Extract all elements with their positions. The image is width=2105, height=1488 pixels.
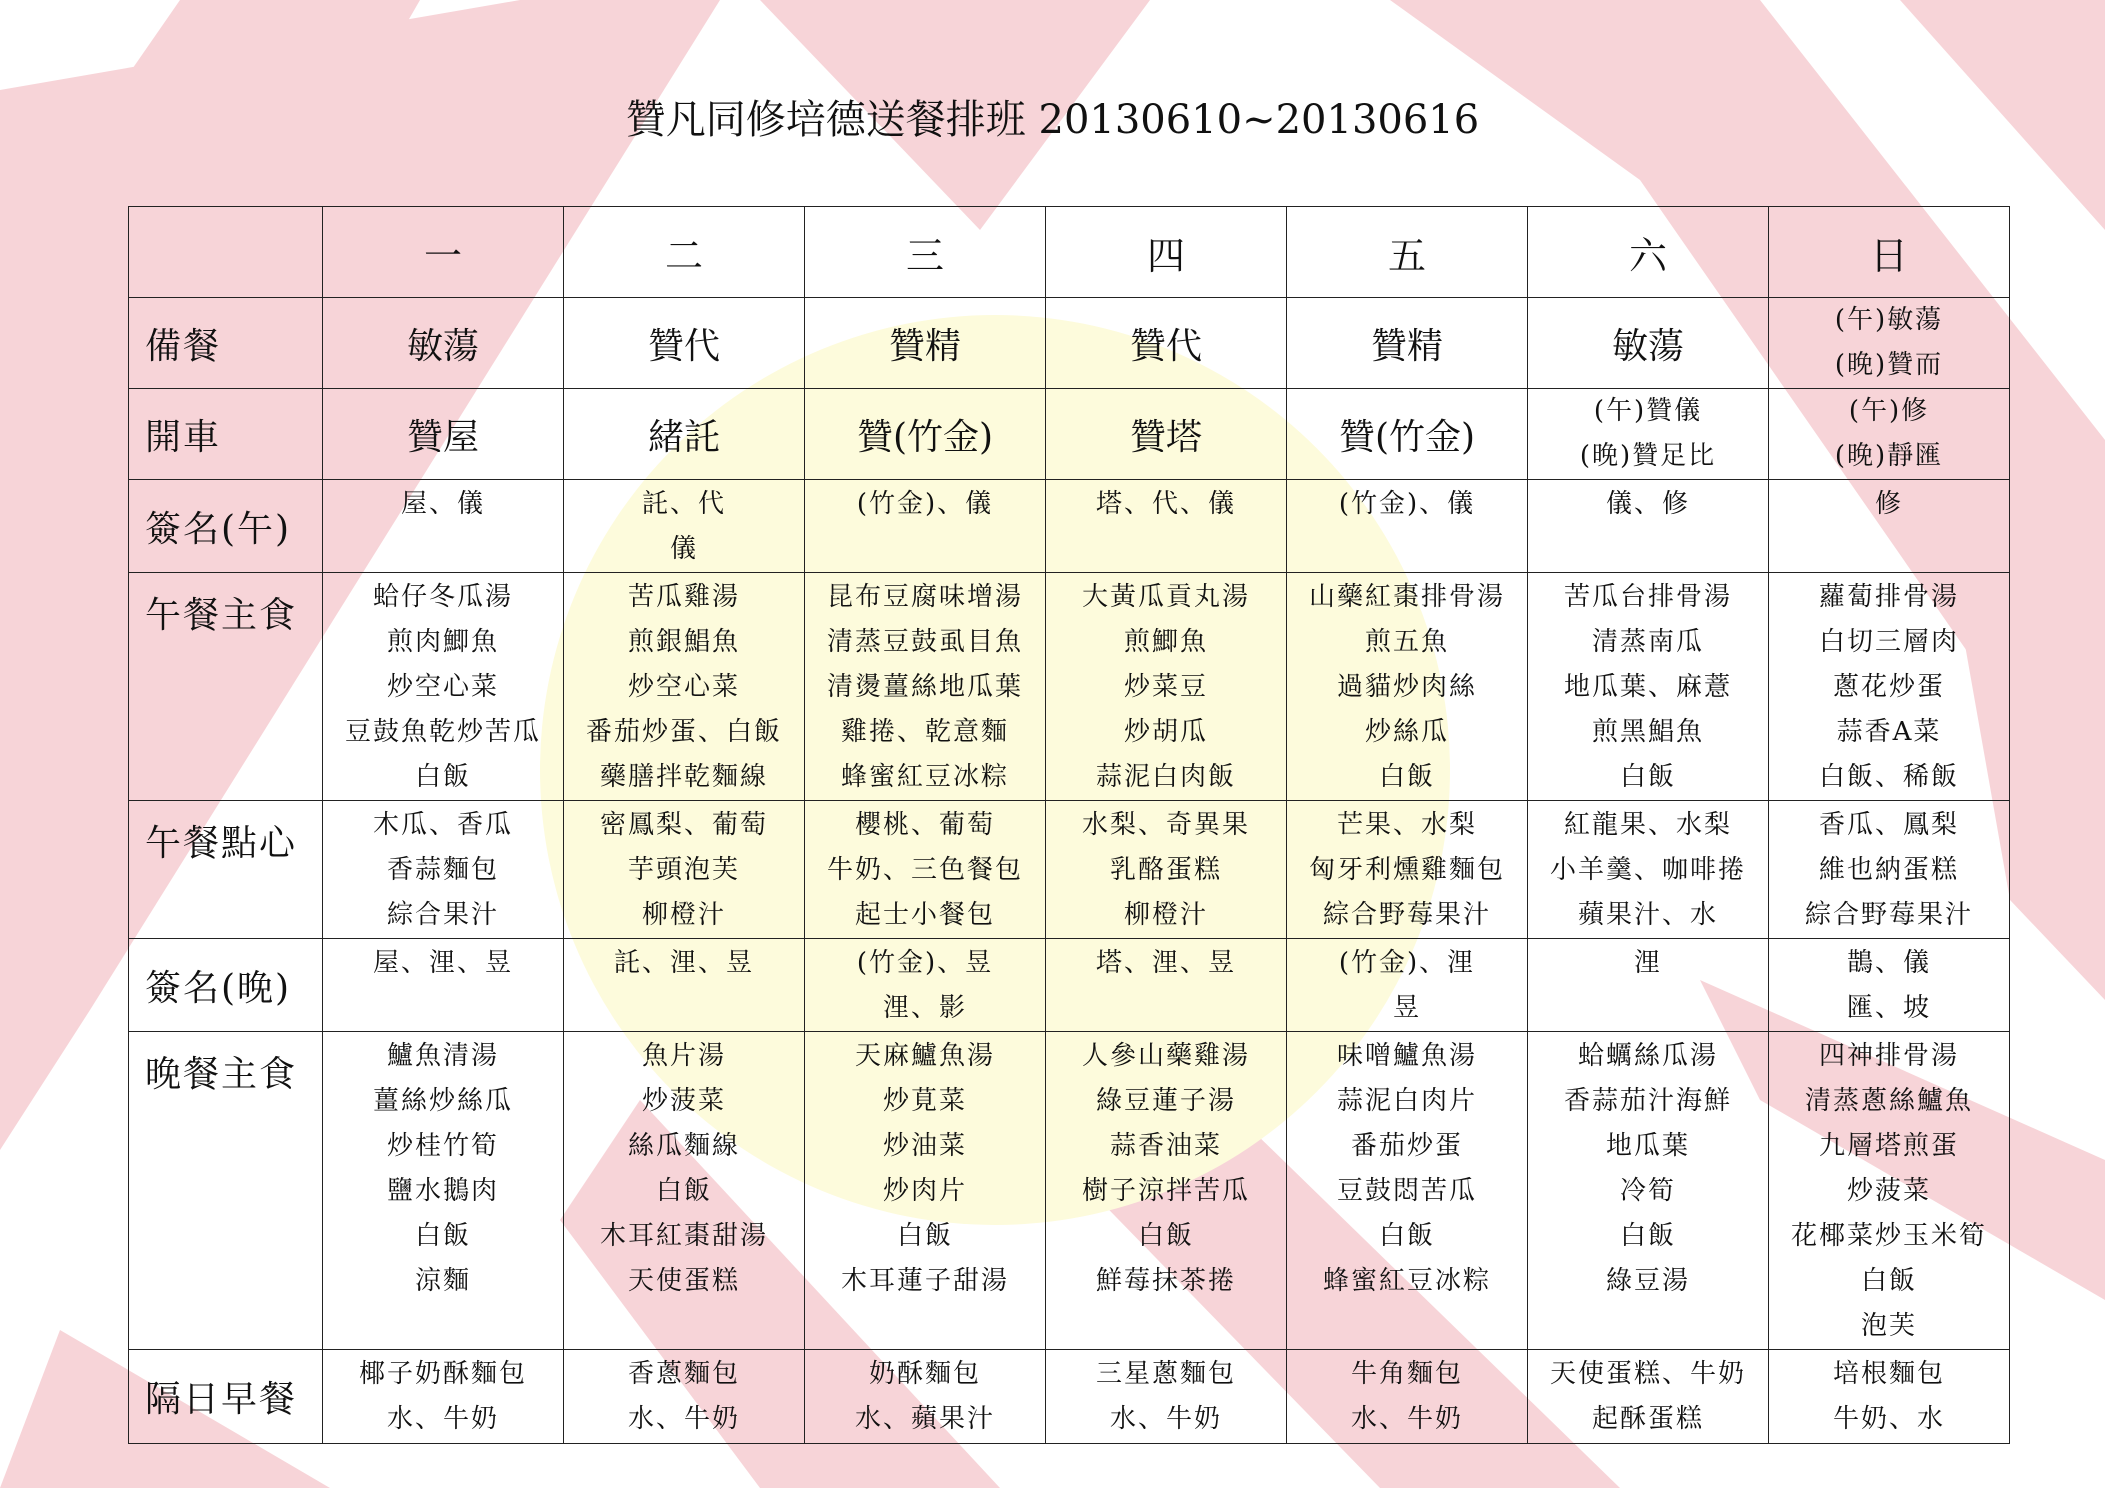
cell-line: 白飯	[655, 1176, 712, 1206]
schedule-cell	[1528, 480, 1769, 573]
cell-line: 託、代	[641, 489, 726, 519]
cell-line: 水、蘋果汁	[854, 1404, 995, 1434]
cell-line: 人參山藥雞湯	[1081, 1041, 1250, 1071]
row-label: 簽名(午)	[129, 480, 323, 573]
cell-line: 塔、代、儀	[1095, 489, 1236, 519]
cell-line: 牛角麵包	[1350, 1359, 1463, 1389]
cell-line: 天使蛋糕	[627, 1266, 740, 1296]
schedule-cell	[564, 573, 805, 801]
cell-line: (晚)贊而	[1834, 350, 1944, 380]
schedule-cell	[1528, 939, 1769, 1032]
schedule-cell	[323, 573, 564, 801]
cell-line: 白飯	[896, 1221, 953, 1251]
schedule-cell	[1769, 801, 2010, 939]
cell-line: 地瓜葉、麻薏	[1563, 672, 1732, 702]
row-drive	[129, 389, 2010, 480]
cell-line: 水、牛奶	[386, 1404, 499, 1434]
day-header: 四	[1046, 207, 1287, 298]
cell-line: 維也納蛋糕	[1818, 855, 1959, 885]
cell-line: 冷筍	[1619, 1176, 1676, 1206]
schedule-cell	[1046, 573, 1287, 801]
cell-line: 鮮莓抹茶捲	[1095, 1266, 1236, 1296]
schedule-cell	[564, 939, 805, 1032]
cell-line: 白飯、稀飯	[1818, 762, 1959, 792]
cell-line: 牛奶、三色餐包	[826, 855, 1023, 885]
cell-line: 柳橙汁	[641, 900, 726, 930]
schedule-cell: 贊代	[564, 298, 805, 389]
day-header: 三	[805, 207, 1046, 298]
cell-line: 香蔥麵包	[627, 1359, 740, 1389]
cell-line: 炒莧菜	[882, 1086, 967, 1116]
cell-line: 乳酪蛋糕	[1109, 855, 1222, 885]
cell-line: 鱸魚清湯	[386, 1041, 499, 1071]
cell-line: 煎黑鯧魚	[1591, 717, 1704, 747]
cell-line: 天使蛋糕、牛奶	[1549, 1359, 1746, 1389]
cell-line: 蒜泥白肉飯	[1095, 762, 1236, 792]
schedule-cell: 贊塔	[1046, 389, 1287, 480]
cell-line: 水、牛奶	[1109, 1404, 1222, 1434]
cell-line: 過貓炒肉絲	[1336, 672, 1477, 702]
cell-line: 託、浬、昱	[613, 948, 754, 978]
cell-line: 白飯	[1619, 762, 1676, 792]
cell-line: 蒜香A菜	[1836, 717, 1942, 747]
row-lunch	[129, 573, 2010, 801]
cell-line: 綜合果汁	[386, 900, 499, 930]
cell-line: 昆布豆腐味增湯	[826, 582, 1023, 612]
row-prep	[129, 298, 2010, 389]
cell-line: 白飯	[1619, 1221, 1676, 1251]
cell-line: 綜合野莓果汁	[1322, 900, 1491, 930]
cell-line: (竹金)、昱	[856, 948, 994, 978]
schedule-cell	[1769, 939, 2010, 1032]
cell-line: 椰子奶酥麵包	[358, 1359, 527, 1389]
cell-line: 煎肉鯽魚	[386, 627, 499, 657]
schedule-cell	[1528, 1032, 1769, 1350]
cell-line: 木瓜、香瓜	[372, 810, 513, 840]
schedule-cell: 贊(竹金)	[805, 389, 1046, 480]
cell-line: 芒果、水梨	[1336, 810, 1477, 840]
row-label: 簽名(晚)	[129, 939, 323, 1032]
cell-line: 奶酥麵包	[868, 1359, 981, 1389]
schedule-cell	[1769, 573, 2010, 801]
cell-line: 櫻桃、葡萄	[854, 810, 995, 840]
cell-line: 花椰菜炒玉米筍	[1790, 1221, 1987, 1251]
cell-line: 蜂蜜紅豆冰粽	[1322, 1266, 1491, 1296]
row-label: 晚餐主食	[129, 1032, 323, 1350]
schedule-cell	[1287, 480, 1528, 573]
cell-line: 炒胡瓜	[1123, 717, 1208, 747]
schedule-cell	[1287, 1032, 1528, 1350]
cell-line: 蜂蜜紅豆冰粽	[840, 762, 1009, 792]
corner-cell	[129, 207, 323, 298]
cell-line: 山藥紅棗排骨湯	[1308, 582, 1505, 612]
schedule-cell	[1769, 389, 2010, 480]
schedule-cell	[1287, 1350, 1528, 1444]
schedule-cell	[805, 480, 1046, 573]
cell-line: 鵲、儀	[1846, 948, 1931, 978]
cell-line: 豆鼓魚乾炒苦瓜	[344, 717, 541, 747]
cell-line: 味噌鱸魚湯	[1336, 1041, 1477, 1071]
schedule-cell	[1528, 801, 1769, 939]
cell-line: 屋、儀	[400, 489, 485, 519]
cell-line: 白飯	[1137, 1221, 1194, 1251]
cell-line: 儀、修	[1605, 489, 1690, 519]
cell-line: 木耳紅棗甜湯	[599, 1221, 768, 1251]
cell-line: 白飯	[1378, 1221, 1435, 1251]
cell-line: 起酥蛋糕	[1591, 1404, 1704, 1434]
cell-line: 炒空心菜	[386, 672, 499, 702]
day-header: 五	[1287, 207, 1528, 298]
schedule-cell: 贊代	[1046, 298, 1287, 389]
cell-line: 塔、浬、昱	[1095, 948, 1236, 978]
cell-line: 三星蔥麵包	[1095, 1359, 1236, 1389]
cell-line: 白飯	[1378, 762, 1435, 792]
cell-line: 蔥花炒蛋	[1832, 672, 1945, 702]
schedule-cell	[323, 1350, 564, 1444]
schedule-cell: 贊精	[805, 298, 1046, 389]
schedule-cell	[1769, 480, 2010, 573]
cell-line: 香蒜茄汁海鮮	[1563, 1086, 1732, 1116]
row-label: 開車	[129, 389, 323, 480]
cell-line: (竹金)、儀	[856, 489, 994, 519]
cell-line: 蒜香油菜	[1109, 1131, 1222, 1161]
cell-line: 起士小餐包	[854, 900, 995, 930]
cell-line: 匯、坡	[1846, 993, 1931, 1023]
cell-line: 屋、浬、昱	[372, 948, 513, 978]
day-header: 六	[1528, 207, 1769, 298]
schedule-cell	[323, 939, 564, 1032]
cell-line: (午)敏蕩	[1834, 305, 1944, 335]
cell-line: 炒桂竹筍	[386, 1131, 499, 1161]
cell-line: 白飯	[414, 1221, 471, 1251]
row-label: 午餐主食	[129, 573, 323, 801]
cell-line: 蒜泥白肉片	[1336, 1086, 1477, 1116]
schedule-cell	[323, 1032, 564, 1350]
cell-line: 炒肉片	[882, 1176, 967, 1206]
cell-line: 地瓜葉	[1605, 1131, 1690, 1161]
cell-line: 煎五魚	[1364, 627, 1449, 657]
cell-line: 浬、影	[882, 993, 967, 1023]
day-header: 一	[323, 207, 564, 298]
cell-line: 炒絲瓜	[1364, 717, 1449, 747]
cell-line: 綠豆蓮子湯	[1095, 1086, 1236, 1116]
cell-line: 水、牛奶	[627, 1404, 740, 1434]
cell-line: 蘿蔔排骨湯	[1818, 582, 1959, 612]
cell-line: 密鳳梨、葡萄	[599, 810, 768, 840]
cell-line: 煎銀鯧魚	[627, 627, 740, 657]
schedule-cell	[805, 1032, 1046, 1350]
schedule-cell	[323, 801, 564, 939]
cell-line: 炒菠菜	[1846, 1176, 1931, 1206]
cell-line: 清燙薑絲地瓜葉	[826, 672, 1023, 702]
cell-line: 四神排骨湯	[1818, 1041, 1959, 1071]
cell-line: 樹子涼拌苦瓜	[1081, 1176, 1250, 1206]
cell-line: 豆鼓悶苦瓜	[1336, 1176, 1477, 1206]
cell-line: 清蒸南瓜	[1591, 627, 1704, 657]
schedule-cell	[1769, 298, 2010, 389]
cell-line: 炒油菜	[882, 1131, 967, 1161]
cell-line: 牛奶、水	[1832, 1404, 1945, 1434]
cell-line: 絲瓜麵線	[627, 1131, 740, 1161]
row-sign-lunch	[129, 480, 2010, 573]
cell-line: (午)贊儀	[1593, 396, 1703, 426]
cell-line: 魚片湯	[641, 1041, 726, 1071]
schedule-cell	[1046, 1032, 1287, 1350]
schedule-cell	[564, 1032, 805, 1350]
schedule-cell	[1046, 1350, 1287, 1444]
row-label: 備餐	[129, 298, 323, 389]
cell-line: 柳橙汁	[1123, 900, 1208, 930]
schedule-cell	[323, 480, 564, 573]
cell-line: 培根麵包	[1832, 1359, 1945, 1389]
cell-line: 苦瓜台排骨湯	[1563, 582, 1732, 612]
schedule-cell	[805, 1350, 1046, 1444]
cell-line: 蘋果汁、水	[1577, 900, 1718, 930]
cell-line: 浬	[1633, 948, 1662, 978]
cell-line: 藥膳拌乾麵線	[599, 762, 768, 792]
cell-line: 清蒸蔥絲鱸魚	[1804, 1086, 1973, 1116]
schedule-cell	[1046, 939, 1287, 1032]
cell-line: (晚)贊足比	[1579, 441, 1717, 471]
cell-line: 綠豆湯	[1605, 1266, 1690, 1296]
schedule-cell: 贊屋	[323, 389, 564, 480]
schedule-cell: 緒託	[564, 389, 805, 480]
cell-line: 白飯	[414, 762, 471, 792]
cell-line: 炒菜豆	[1123, 672, 1208, 702]
cell-line: 白飯	[1860, 1266, 1917, 1296]
schedule-cell	[1287, 801, 1528, 939]
schedule-cell	[1287, 939, 1528, 1032]
cell-line: 清蒸豆鼓虱目魚	[826, 627, 1023, 657]
cell-line: 昱	[1392, 993, 1421, 1023]
schedule-cell	[1528, 389, 1769, 480]
schedule-cell	[805, 801, 1046, 939]
cell-line: 天麻鱸魚湯	[854, 1041, 995, 1071]
schedule-cell	[564, 1350, 805, 1444]
cell-line: 蛤仔冬瓜湯	[372, 582, 513, 612]
page-title: 贊凡同修培德送餐排班 20130610~20130616	[625, 97, 1480, 143]
row-label: 隔日早餐	[129, 1350, 323, 1444]
cell-line: 炒空心菜	[627, 672, 740, 702]
schedule-cell	[564, 801, 805, 939]
schedule-cell: 贊(竹金)	[1287, 389, 1528, 480]
cell-line: 炒菠菜	[641, 1086, 726, 1116]
cell-line: 白切三層肉	[1818, 627, 1959, 657]
schedule-cell	[1046, 801, 1287, 939]
row-snack	[129, 801, 2010, 939]
day-header: 二	[564, 207, 805, 298]
cell-line: 大黃瓜貢丸湯	[1081, 582, 1250, 612]
cell-line: 綜合野莓果汁	[1804, 900, 1973, 930]
schedule-cell	[1528, 573, 1769, 801]
schedule-cell	[1769, 1032, 2010, 1350]
schedule-cell	[1046, 480, 1287, 573]
row-sign-dinner	[129, 939, 2010, 1032]
cell-line: 水、牛奶	[1350, 1404, 1463, 1434]
cell-line: 木耳蓮子甜湯	[840, 1266, 1009, 1296]
schedule-cell	[1528, 1350, 1769, 1444]
schedule-cell	[805, 573, 1046, 801]
cell-line: 匈牙利燻雞麵包	[1308, 855, 1505, 885]
cell-line: (晚)靜匯	[1834, 441, 1944, 471]
schedule-cell: 敏蕩	[1528, 298, 1769, 389]
cell-line: 修	[1874, 489, 1903, 519]
cell-line: 番茄炒蛋、白飯	[585, 717, 782, 747]
cell-line: 蛤蠣絲瓜湯	[1577, 1041, 1718, 1071]
day-header: 日	[1769, 207, 2010, 298]
cell-line: 香瓜、鳳梨	[1818, 810, 1959, 840]
row-dinner	[129, 1032, 2010, 1350]
cell-line: 煎鯽魚	[1123, 627, 1208, 657]
cell-line: 泡芙	[1860, 1311, 1917, 1341]
cell-line: (竹金)、浬	[1338, 948, 1476, 978]
cell-line: 雞捲、乾意麵	[840, 717, 1009, 747]
cell-line: 番茄炒蛋	[1350, 1131, 1463, 1161]
cell-line: 儀	[669, 534, 698, 564]
cell-line: 鹽水鵝肉	[386, 1176, 499, 1206]
cell-line: 紅龍果、水梨	[1563, 810, 1732, 840]
cell-line: 水梨、奇異果	[1081, 810, 1250, 840]
schedule-cell: 敏蕩	[323, 298, 564, 389]
schedule-cell	[1287, 573, 1528, 801]
schedule-cell	[1769, 1350, 2010, 1444]
schedule-cell: 贊精	[1287, 298, 1528, 389]
schedule-cell	[564, 480, 805, 573]
cell-line: 薑絲炒絲瓜	[372, 1086, 513, 1116]
cell-line: 香蒜麵包	[386, 855, 499, 885]
row-label: 午餐點心	[129, 801, 323, 939]
cell-line: 涼麵	[414, 1266, 471, 1296]
cell-line: (午)修	[1848, 396, 1930, 426]
schedule-table	[128, 206, 2010, 1444]
day-header-row	[129, 207, 2010, 298]
cell-line: (竹金)、儀	[1338, 489, 1476, 519]
row-breakfast	[129, 1350, 2010, 1444]
cell-line: 九層塔煎蛋	[1818, 1131, 1959, 1161]
schedule-cell	[805, 939, 1046, 1032]
cell-line: 苦瓜雞湯	[627, 582, 740, 612]
cell-line: 小羊羹、咖啡捲	[1549, 855, 1746, 885]
cell-line: 芋頭泡芙	[627, 855, 740, 885]
